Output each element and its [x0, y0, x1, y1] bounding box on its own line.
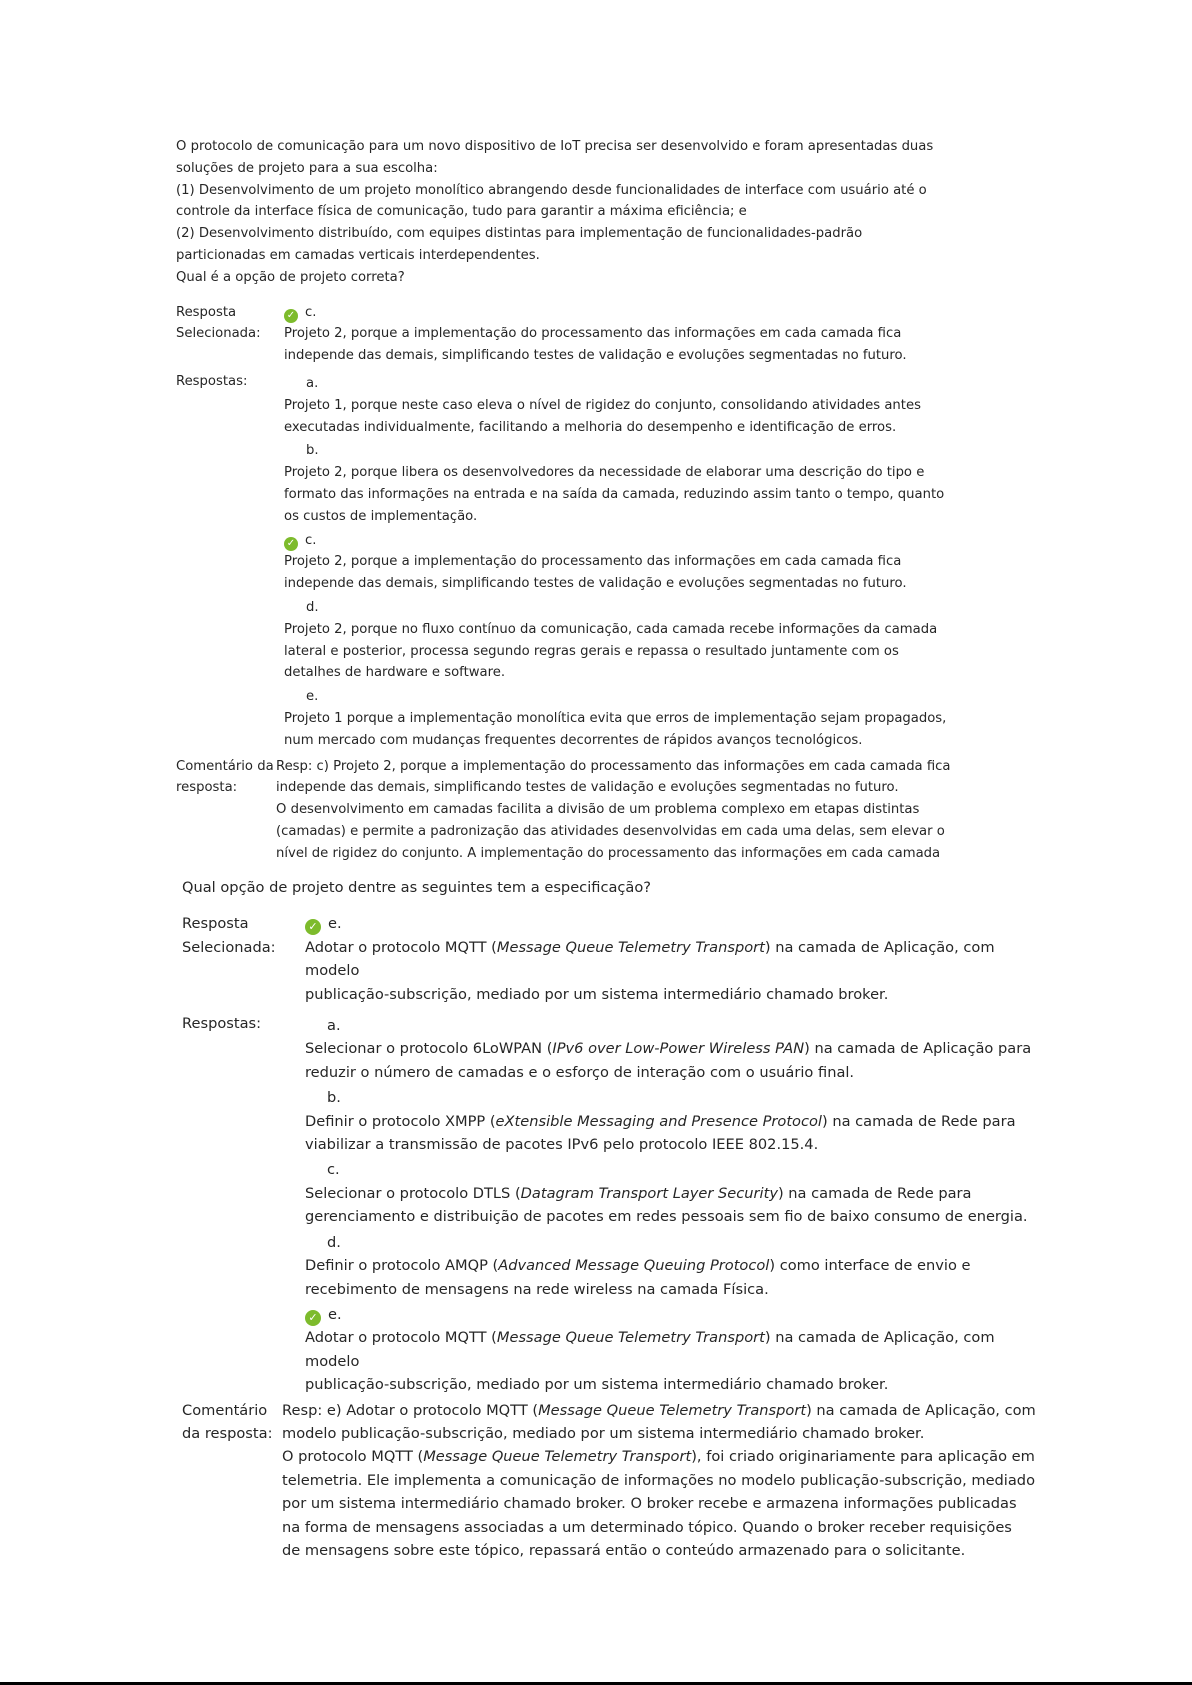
check-icon: ✓ — [284, 537, 298, 551]
answer-comment-label: Comentário da resposta: — [176, 758, 274, 796]
answer-option-a: a. Selecionar o protocolo 6LoWPAN (IPv6 over Low-Power Wireless PAN) na camada de Aplicação para reduzir o número de camadas e o esforço de interação com o usuário final. — [305, 1017, 1032, 1081]
question-1 — [176, 136, 976, 865]
answer-option-e: ✓ e. Adotar o protocolo MQTT (Message Queue Telemetry Transport) na camada de Aplicação, com modelo publicação-subscrição, mediado por um sistema intermediário chamado broker. — [305, 1305, 995, 1394]
answer-option-c: ✓ c. Projeto 2, porque a implementação do processamento das informações em cada camada fica independe das demais, simplificando testes de validação e evoluções segmentadas no futuro. — [284, 532, 907, 592]
question-text: Qual opção de projeto dentre as seguintes tem a especificação? — [182, 879, 652, 896]
answer-comment-label: Comentário da resposta: — [182, 1401, 273, 1442]
selected-answer-label: Resposta Selecionada: — [176, 304, 261, 342]
selected-answer: Resposta Selecionada: ✓ e. Adotar o protocolo MQTT (Message Queue Telemetry Transport) na camada de Aplicação, com modelo publicação-subscrição, mediado por um sistema intermediário chamado broker. — [182, 912, 1042, 1006]
answer-comment: Comentário da resposta: Resp: e) Adotar o protocolo MQTT (Message Queue Telemetry Transport) na camada de Aplicação, com modelo publicação-subscrição, mediado por um sistema intermediário chamado broker. O protocolo MQTT (Message Queue Telemetry Transport), foi criado originariamente para aplicação em telemetria. Ele implementa a comunicação de informações no modelo publicação-subscrição, mediado por um sistema intermediário chamado broker. O broker recebe e armazena informações publicadas na forma de mensagens associadas a um determinado tópico. Quando o broker receber requisições de mensagens sobre este tópico, repassará então o conteúdo armazenado para o solicitante. — [182, 1399, 1042, 1563]
question-text: O protocolo de comunicação para um novo dispositivo de IoT precisa ser desenvolvido e foram apresentadas duas soluções de projeto para a sua escolha: (1) Desenvolvimento de um projeto monolítico abrangendo desde funcionalidades de interface com usuário até o controle da interface física de comunicação, tudo para garantir a máxima eficiência; e (2) Desenvolvimento distribuído, com equipes distintas para implementação de funcionalidades-padrão particionadas em camadas verticais interdependentes. Qual é a opção de projeto correta? — [176, 139, 934, 285]
check-icon: ✓ — [305, 1310, 321, 1326]
selected-answer-label: Resposta Selecionada: — [182, 915, 276, 956]
answer-option-c: c. Selecionar o protocolo DTLS (Datagram Transport Layer Security) na camada de Rede para gerenciamento e distribuição de pacotes em redes pessoais sem fio de baixo consumo de energia. — [305, 1161, 1028, 1226]
check-icon: ✓ — [284, 309, 298, 323]
answer-option-b: b. Definir o protocolo XMPP (eXtensible Messaging and Presence Protocol) na camada de Rede para viabilizar a transmissão de pacotes IPv6 pelo protocolo IEEE 802.15.4. — [305, 1089, 1016, 1154]
answer-option-a: a. Projeto 1, porque neste caso eleva o nível de rigidez do conjunto, consolidando atividades antes executadas individualmente, facilitando a melhoria do desempenho e identificação de erros. — [284, 375, 921, 435]
answer-option-b: b. Projeto 2, porque libera os desenvolvedores da necessidade de elaborar uma descrição do tipo e formato das informações na entrada e na saída da camada, reduzindo assim tanto o tempo, quanto os custos de implementação. — [284, 443, 945, 524]
answer-option-d: d. Definir o protocolo AMQP (Advanced Message Queuing Protocol) como interface de envio e recebimento de mensagens na rede wireless na camada Física. — [305, 1233, 971, 1298]
check-icon: ✓ — [305, 919, 321, 935]
answers-list: Respostas: a. Projeto 1, porque neste caso eleva o nível de rigidez do conjunto, consolidando atividades antes executadas individualmente, facilitando a melhoria do desempenho e identificação de erros. b. Projeto 2, porque libera os desenvolvedores da necessidade de elaborar uma descrição do tipo e formato das informações na entrada e na saída da camada, reduzindo assim tanto o tempo, quanto os custos de implementação. ✓ c. Projeto 2, porque a implementação do processamento das informações em cada camada fica independe das demais, simplificando testes de validação e evoluções segmentadas no futuro. d. Projeto 2, porque no fluxo contínuo da comunicação, cada camada recebe informações da camada lateral e posterior, processa segundo regras gerais e repassa o resultado juntamente com os detalhes de hardware e software. e. Projeto 1 porque a implementação monolítica evita que erros de implementação sejam propagados, num mercado com mudanças frequentes decorrentes de rápidos avanços tecnológicos. — [176, 371, 976, 754]
selected-answer: Resposta Selecionada: ✓ c. Projeto 2, porque a implementação do processamento das informações em cada camada fica independe das demais, simplificando testes de validação e evoluções segmentadas no futuro. — [176, 302, 976, 367]
answer-option-d: d. Projeto 2, porque no fluxo contínuo da comunicação, cada camada recebe informações da camada lateral e posterior, processa segundo regras gerais e repassa o resultado juntamente com os detalhes de hardware e software. — [284, 599, 938, 681]
question-2 — [182, 876, 1042, 1562]
answer-option-e: e. Projeto 1 porque a implementação monolítica evita que erros de implementação sejam propagados, num mercado com mudanças frequentes decorrentes de rápidos avanços tecnológicos. — [284, 689, 947, 748]
answers-list: Respostas: a. Selecionar o protocolo 6LoWPAN (IPv6 over Low-Power Wireless PAN) na camada de Aplicação para reduzir o número de camadas e o esforço de interação com o usuário final. b. Definir o protocolo XMPP (eXtensible Messaging and Presence Protocol) na camada de Rede para viabilizar a transmissão de pacotes IPv6 pelo protocolo IEEE 802.15.4. c. Selecionar o protocolo DTLS (Datagram Transport Layer Security) na camada de Rede para gerenciamento e distribuição de pacotes em redes pessoais sem fio de baixo consumo de energia. d. Definir o protocolo AMQP (Advanced Message Queuing Protocol) como interface de envio e recebimento de mensagens na rede wireless na camada Física. ✓ e. Adotar o protocolo MQTT (Message Queue Telemetry Transport) na camada de Aplicação, com modelo publicação-subscrição, mediado por um sistema intermediário chamado broker. — [182, 1012, 1042, 1397]
answer-comment: Comentário da resposta: Resp: c) Projeto 2, porque a implementação do processamento das informações em cada camada fica independe das demais, simplificando testes de validação e evoluções segmentadas no futuro. O desenvolvimento em camadas facilita a divisão de um problema complexo em etapas distintas (camadas) e permite a padronização das atividades desenvolvidas em cada uma delas, sem elevar o nível de rigidez do conjunto. A implementação do processamento das informações em cada camada — [176, 756, 976, 865]
